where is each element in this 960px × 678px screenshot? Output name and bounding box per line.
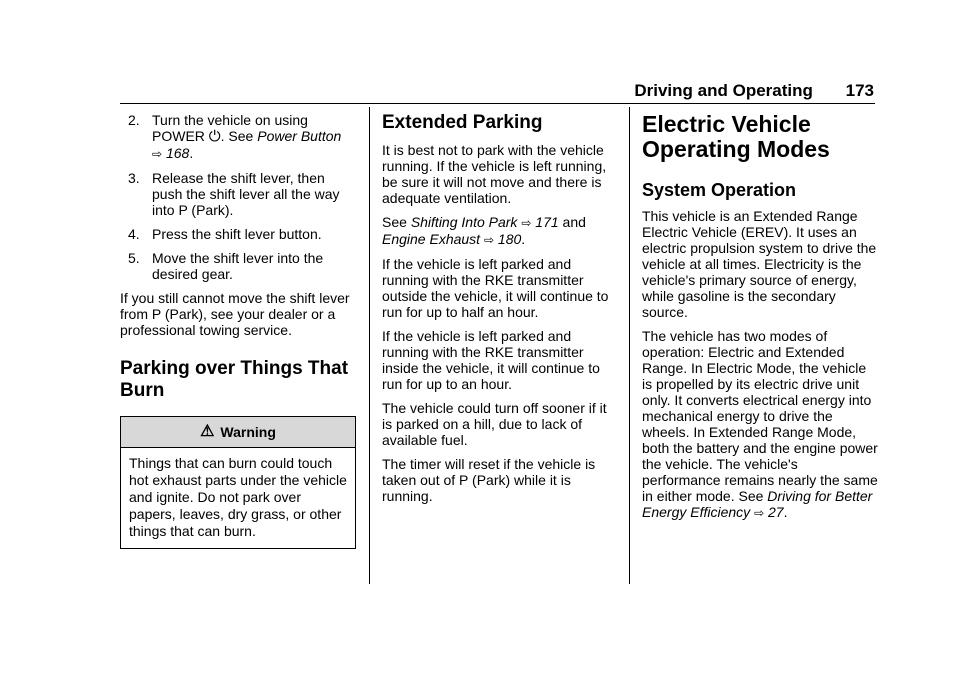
section-title: Driving and Operating [634,81,813,100]
column-3 [642,112,878,529]
list-item: 4. Press the shift lever button. [128,226,322,242]
column-2 [382,112,618,512]
page-number: 173 [845,81,874,100]
page-arrow-icon: ⇨ [483,233,495,247]
warning-header: ⚠ Warning [121,417,355,448]
paragraph: If you still cannot move the shift lever from P (Park), see your dealer or a professional towing service. [120,290,350,338]
subsection-heading: System Operation [642,180,797,200]
cross-ref-page[interactable]: 27 [768,504,784,520]
paragraph: If the vehicle is left parked and running with the RKE transmitter inside the vehicle, it will continue to run for up to an hour. [382,328,600,392]
cross-ref-link[interactable]: Power Button [257,128,342,144]
page-header [0,81,874,101]
cross-ref-link[interactable]: Engine Exhaust [382,231,481,247]
steps-list [120,112,356,282]
paragraph: If the vehicle is left parked and running with the RKE transmitter outside the vehicle, it will continue to run for up to half an hour. [382,256,609,320]
cross-ref-page[interactable]: 180 [497,231,522,247]
cross-ref-link[interactable]: Driving for Better Energy Efficiency [642,488,873,520]
chapter-heading: Electric Vehicle Operating Modes [642,111,830,162]
list-item: 2. Turn the vehicle on using POWER ⏻. See Power Button ⇨ 168. [128,112,342,161]
paragraph: It is best not to park with the vehicle running. If the vehicle is left running, be sure it will not move and there is adequate ventilation. [382,142,607,206]
paragraph: The timer will reset if the vehicle is taken out of P (Park) while it is running. [382,456,596,504]
cross-ref-page[interactable]: 168 [165,145,190,161]
paragraph: The vehicle could turn off sooner if it is parked on a hill, due to lack of available fuel. [382,400,607,448]
paragraph: The vehicle has two modes of operation: Electric and Extended Range. In Electric Mode, the vehicle is propelled by its electric drive unit only. It converts electrical energy into mechanical energy to drive the wheels. In Extended Range Mode, both the battery and the engine power the vehicle. The vehicle's performance remains nearly the same in either mode. See Driving for Better Energy Efficiency ⇨ 27. [642,328,878,520]
warning-triangle-icon: ⚠ [200,423,215,440]
warning-text: Things that can burn could touch hot exhaust parts under the vehicle and ignite. Do not park over papers, leaves, dry grass, or other things that can burn. [129,455,347,539]
page-arrow-icon: ⇨ [152,147,163,161]
page-arrow-icon: ⇨ [521,216,532,230]
column-divider-2 [629,107,630,584]
cross-ref-link[interactable]: Shifting Into Park [410,214,518,230]
warning-box [120,416,356,549]
page-arrow-icon: ⇨ [754,506,765,520]
column-1 [120,112,356,549]
cross-ref-page[interactable]: 171 [535,214,559,230]
paragraph: See Shifting Into Park ⇨ 171 and Engine Exhaust ⇨ 180. [382,214,586,247]
section-heading: Parking over Things That Burn [120,358,349,401]
list-item: 5. Move the shift lever into the desired gear. [128,250,324,282]
list-item: 3. Release the shift lever, then push the shift lever all the way into P (Park). [128,170,340,218]
column-divider-1 [369,107,370,584]
section-heading: Extended Parking [382,112,543,133]
header-rule [120,103,875,104]
power-icon: ⏻ [208,128,221,145]
paragraph: This vehicle is an Extended Range Electric Vehicle (EREV). It uses an electric propulsion system to drive the vehicle at all times. Electricity is the vehicle's primary source of energy, while gasoline is the secondary source. [642,208,877,320]
